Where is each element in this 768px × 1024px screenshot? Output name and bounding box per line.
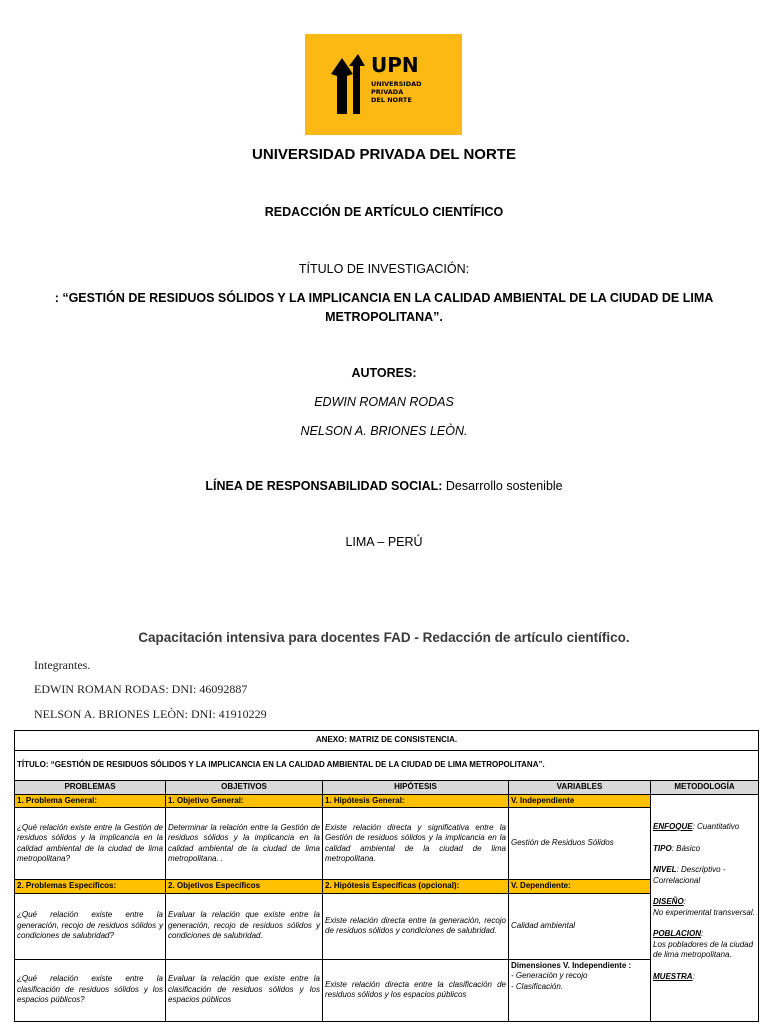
- general-objective-label: 1. Objetivo General:: [166, 794, 323, 808]
- matrix-title: TÍTULO: “GESTIÓN DE RESIDUOS SÓLIDOS Y LA IMPLICANCIA EN LA CALIDAD AMBIENTAL DE LA CIUDAD DE LIMA METROPOLITANA”.: [15, 751, 759, 781]
- dimension-1: - Generación y recojo: [511, 971, 588, 980]
- specific-objectives-label: 2. Objetivos Específicos: [166, 880, 323, 894]
- thesis-title: : “GESTIÓN DE RESIDUOS SÓLIDOS Y LA IMPLICANCIA EN LA CALIDAD AMBIENTAL DE LA CIUDAD DE LIMA METROPOLITANA”.: [54, 291, 714, 324]
- muestra-value: :: [692, 971, 695, 981]
- social-responsibility-line: [0, 479, 768, 493]
- general-objective: Determinar la relación entre la Gestión de residuos sólidos y la implicancia en la calidad ambiental de la ciudad de lima metropolitana. .: [166, 808, 323, 880]
- specific-hypothesis-label: 2. Hipótesis Específicas (opcional):: [323, 880, 509, 894]
- independent-dimensions: [509, 959, 651, 1021]
- independent-variable-label: V. Independiente: [509, 794, 651, 808]
- upn-logo: [305, 34, 462, 135]
- member-2: NELSON A. BRIONES LEÒN: DNI: 41910229: [34, 707, 267, 721]
- diseno-text: No experimental transversal.: [653, 907, 755, 917]
- specific-problem-1: ¿Qué relación existe entre la generación, recojo de residuos sólidos y condiciones de salubridad?: [15, 893, 166, 959]
- poblacion-value: :: [701, 929, 704, 938]
- university-name: UNIVERSIDAD PRIVADA DEL NORTE: [252, 146, 516, 163]
- logo-line3: DEL NORTE: [370, 95, 412, 104]
- specific-objective-1: Evaluar la relación que existe entre la generación, recojo de residuos sólidos y condiciones de salubridad.: [166, 893, 323, 959]
- dependent-variable-label: V. Dependiente:: [509, 880, 651, 894]
- header-variables: VARIABLES: [509, 781, 651, 795]
- specific-objective-2: Evaluar la relación que existe entre la clasificación de residuos sólidos y los espacios públicos: [166, 959, 323, 1021]
- dimension-2: - Clasificación.: [511, 981, 564, 991]
- member-1: EDWIN ROMAN RODAS: DNI: 46092887: [34, 682, 248, 696]
- specific-problem-2: ¿Qué relación existe entre la clasificación de residuos sólidos y los espacios públicos?: [15, 959, 166, 1021]
- methodology-cell: [651, 794, 759, 1021]
- method-tipo: [653, 844, 756, 855]
- method-muestra: [653, 972, 756, 983]
- general-hypothesis: Existe relación directa y significativa entre la Gestión de residuos sólidos y la implicancia en la calidad ambiental de la ciudad de lima metropolitana.: [323, 808, 509, 880]
- poblacion-text: Los pobladores de la ciudad de lima metropolitana.: [653, 939, 754, 959]
- line-value: Desarrollo sostenible: [442, 479, 563, 493]
- consistency-matrix: [14, 730, 759, 1022]
- author-1: EDWIN ROMAN RODAS: [314, 395, 454, 409]
- logo-name: UPN: [370, 52, 419, 77]
- authors-label: AUTORES:: [351, 366, 417, 380]
- tipo-value: : Básico: [671, 843, 701, 853]
- author-2: NELSON A. BRIONES LEÒN.: [300, 424, 468, 438]
- method-poblacion: [653, 929, 756, 961]
- place: LIMA – PERÚ: [345, 535, 423, 549]
- independent-variable: Gestión de Residuos Sólidos: [509, 808, 651, 880]
- diseno-value: :: [683, 897, 686, 906]
- course-title: Capacitación intensiva para docentes FAD - Redacción de artículo científico.: [138, 630, 630, 645]
- enfoque-value: : Cuantitativo: [692, 822, 740, 831]
- members-label: Integrantes.: [34, 658, 91, 672]
- line-label: LÍNEA DE RESPONSABILIDAD SOCIAL:: [205, 479, 443, 493]
- general-problem: ¿Qué relación existe entre la Gestión de residuos sólidos y la implicancia en la calidad ambiental de la ciudad de lima metropolitana?: [15, 808, 166, 880]
- header-methodology: METODOLOGÍA: [651, 781, 759, 795]
- specific-problems-label: 2. Problemas Específicos:: [15, 880, 166, 894]
- title-label: TÍTULO DE INVESTIGACIÓN:: [298, 262, 470, 276]
- nivel-label: NIVEL: [653, 865, 677, 874]
- method-diseno: [653, 897, 756, 918]
- dependent-variable: Calidad ambiental: [509, 893, 651, 959]
- logo-line1: UNIVERSIDAD: [370, 79, 422, 88]
- method-enfoque: [653, 822, 756, 833]
- enfoque-label: ENFOQUE: [653, 822, 693, 831]
- general-problem-label: 1. Problema General:: [15, 794, 166, 808]
- poblacion-label: POBLACION: [653, 929, 701, 938]
- nivel-value: : Descriptivo - Correlacional: [653, 865, 726, 885]
- tipo-label: TIPO: [653, 843, 672, 853]
- header-objectives: OBJETIVOS: [166, 781, 323, 795]
- specific-hypothesis-1: Existe relación directa entre la generación, recojo de residuos sólidos y condiciones de salubridad.: [323, 893, 509, 959]
- diseno-label: DISEÑO: [653, 897, 684, 906]
- method-nivel: [653, 865, 756, 886]
- general-hypothesis-label: 1. Hipótesis General:: [323, 794, 509, 808]
- matrix-annex: ANEXO: MATRIZ DE CONSISTENCIA.: [15, 731, 759, 751]
- logo-line2: PRIVADA: [370, 87, 403, 96]
- specific-hypothesis-2: Existe relación directa entre la clasificación de residuos sólidos y los espacios públicos: [323, 959, 509, 1021]
- dimensions-label: Dimensiones V. Independiente :: [511, 960, 632, 970]
- upn-arrows-icon: [329, 52, 439, 118]
- header-problems: PROBLEMAS: [15, 781, 166, 795]
- muestra-label: MUESTRA: [653, 971, 693, 981]
- subject-title: REDACCIÓN DE ARTÍCULO CIENTÍFICO: [264, 205, 504, 219]
- header-hypothesis: HIPÓTESIS: [323, 781, 509, 795]
